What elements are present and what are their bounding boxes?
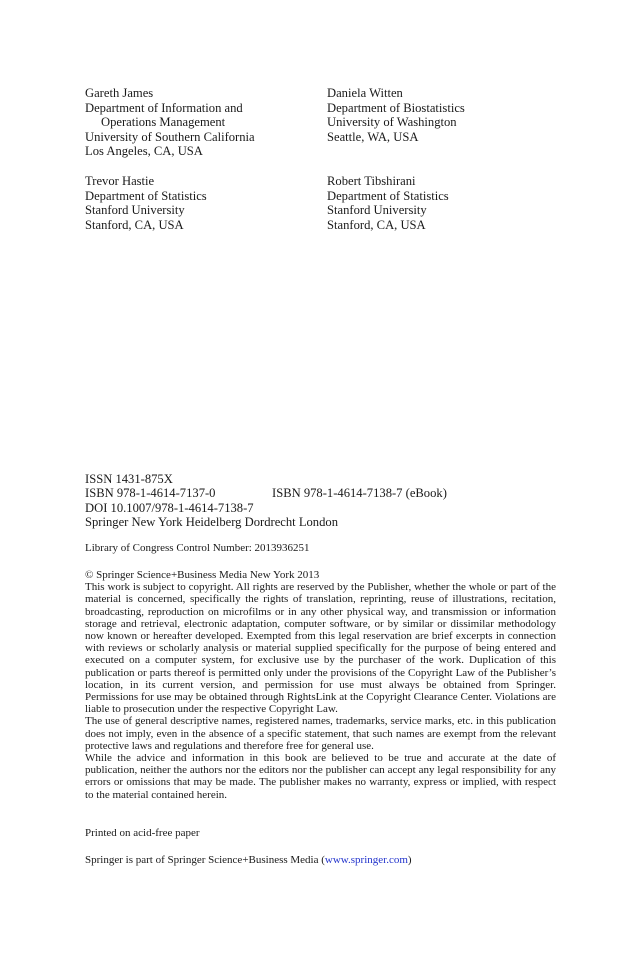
doi: DOI 10.1007/978-1-4614-7138-7 <box>85 500 254 515</box>
author-name: Robert Tibshirani <box>327 174 416 188</box>
author-university: University of Washington <box>327 115 457 130</box>
copyright-paragraph-rights: This work is subject to copyright. All rights are reserved by the Publisher, whether the whole or part of the material is concerned, specifically the rights of translation, reprinting, reuse of illustrations, recitation, broadcasting, reproduction on microfilms or in any other physical way, and transmission or information storage and retrieval, electronic adaptation, computer software, or by similar or dissimilar methodology now known or hereafter developed. Exempted from this legal reservation are brief excerpts in connection with reviews or scholarly analysis or material supplied specifically for the purpose of being entered and executed on a computer system, for exclusive use by the purchaser of the work. Duplication of this publication or parts thereof is permitted only under the provisions of the Copyright Law of the Publisher’s location, in its current version, and permission for use must always be obtained from Springer. Permissions for use may be obtained through RightsLink at the Copyright Clearance Center. Violations are liable to prosecution under the respective Copyright Law. <box>85 581 556 716</box>
author-university: Stanford University <box>85 203 185 218</box>
isbn-print: ISBN 978-1-4614-7137-0 <box>85 486 216 501</box>
isbn-ebook: ISBN 978-1-4614-7138-7 (eBook) <box>272 486 447 501</box>
author-name: Trevor Hastie <box>85 174 155 188</box>
author-block-robert-tibshirani <box>327 174 449 232</box>
author-name: Gareth James <box>85 86 154 100</box>
issn: ISSN 1431-875X <box>85 472 173 486</box>
springer-note <box>85 854 556 866</box>
author-block-gareth-james <box>85 86 255 159</box>
author-department: Department of Statistics <box>327 188 449 203</box>
copyright-paragraph-disclaimer: While the advice and information in this book are believed to be true and accurate at the date of publication, neither the authors nor the editors nor the publisher can accept any legal responsibility for any errors or omissions that may be made. The publisher makes no warranty, express or implied, with respect to the material contained herein. <box>85 752 556 801</box>
author-university: University of Southern California <box>85 129 255 144</box>
author-university: Stanford University <box>327 203 427 218</box>
author-department: Department of Statistics <box>85 188 207 203</box>
author-block-daniela-witten <box>327 86 465 144</box>
author-location: Stanford, CA, USA <box>327 217 426 232</box>
printed-on-note <box>85 827 556 839</box>
isbn-row <box>85 486 565 500</box>
author-department: Department of Information and <box>85 100 243 115</box>
author-name: Daniela Witten <box>327 86 403 100</box>
copyright-notice: © Springer Science+Business Media New York 2013 <box>85 569 320 581</box>
copyright-paragraph-names: The use of general descriptive names, registered names, trademarks, service marks, etc. in this publication does not imply, even in the absence of a specific statement, that such names are exempt from the relevant protective laws and regulations and therefore free for general use. <box>85 715 556 752</box>
publisher-locations: Springer New York Heidelberg Dordrecht London <box>85 515 338 530</box>
printed-on-text: Printed on acid-free paper <box>85 827 200 839</box>
library-of-congress-text: Library of Congress Control Number: 2013936251 <box>85 542 310 554</box>
author-block-trevor-hastie <box>85 174 207 232</box>
author-location: Los Angeles, CA, USA <box>85 144 203 159</box>
springer-note-suffix: ) <box>407 854 412 866</box>
author-department: Department of Biostatistics <box>327 100 465 115</box>
publication-identifiers <box>85 472 565 530</box>
springer-note-text: Springer is part of Springer Science+Business Media ( <box>85 854 325 866</box>
library-of-congress-number <box>85 542 556 554</box>
author-location: Stanford, CA, USA <box>85 217 184 232</box>
author-department-continued: Operations Management <box>101 115 226 130</box>
springer-website-link[interactable]: www.springer.com <box>324 854 408 866</box>
author-location: Seattle, WA, USA <box>327 129 419 144</box>
copyright-block <box>85 569 556 801</box>
